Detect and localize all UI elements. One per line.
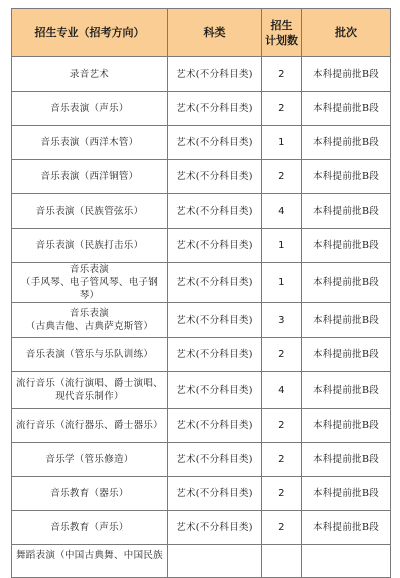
cell-count: 2 [262, 57, 302, 92]
major-line: 流行音乐（流行器乐、爵士器乐） [15, 420, 163, 431]
cell-category: 艺术(不分科目类) [168, 511, 262, 545]
cell-batch: 本科提前批B段 [302, 443, 391, 477]
table-row [12, 477, 391, 511]
cell-batch: 本科提前批B段 [302, 126, 391, 160]
major-line: 流行音乐（流行演唱、爵士演唱、 [15, 378, 163, 389]
cell-major [12, 160, 168, 194]
table-row [12, 194, 391, 229]
major-line: 音乐教育（声乐） [50, 522, 129, 533]
cell-count: 1 [262, 263, 302, 303]
cell-category: 艺术(不分科目类) [168, 263, 262, 303]
table-row [12, 545, 391, 578]
cell-batch: 本科提前批B段 [302, 511, 391, 545]
major-line: 录音艺术 [69, 68, 110, 80]
cell-count: 4 [262, 372, 302, 409]
cell-count: 1 [262, 126, 302, 160]
major-line: 音乐表演（西洋木管） [40, 137, 139, 148]
major-line: 音乐表演（民族打击乐） [35, 240, 144, 251]
cell-major [12, 194, 168, 229]
cell-batch: 本科提前批B段 [302, 477, 391, 511]
cell-batch: 本科提前批B段 [302, 160, 391, 194]
table-row [12, 126, 391, 160]
cell-batch: 本科提前批B段 [302, 372, 391, 409]
cell-major [12, 443, 168, 477]
cell-batch: 本科提前批B段 [302, 92, 391, 126]
table-header-row [12, 9, 391, 57]
table-row [12, 338, 391, 372]
table-row [12, 372, 391, 409]
major-line: 现代音乐制作） [55, 391, 124, 402]
table-row [12, 229, 391, 263]
cell-major [12, 92, 168, 126]
cell-count: 2 [262, 477, 302, 511]
major-line: 音乐表演（管乐与乐队训练） [25, 349, 154, 360]
cell-batch: 本科提前批B段 [302, 57, 391, 92]
cell-batch: 本科提前批B段 [302, 409, 391, 443]
cell-major [12, 263, 168, 303]
cell-category: 艺术(不分科目类) [168, 303, 262, 338]
cell-count: 2 [262, 511, 302, 545]
cell-category: 艺术(不分科目类) [168, 372, 262, 409]
cell-major [12, 229, 168, 263]
cell-category: 艺术(不分科目类) [168, 57, 262, 92]
cell-category: 艺术(不分科目类) [168, 160, 262, 194]
cell-major [12, 372, 168, 409]
header-count-line: 招生 [270, 18, 293, 32]
cell-major [12, 303, 168, 338]
cell-major [12, 511, 168, 545]
table-row [12, 303, 391, 338]
cell-major [12, 409, 168, 443]
major-line: 音乐表演 [69, 308, 110, 319]
major-line: 音乐教育（器乐） [50, 488, 129, 499]
cell-count: 2 [262, 338, 302, 372]
cell-batch: 本科提前批B段 [302, 229, 391, 263]
cell-category: 艺术(不分科目类) [168, 443, 262, 477]
table-row [12, 160, 391, 194]
table-row [12, 57, 391, 92]
cell-count: 3 [262, 303, 302, 338]
cell-category: 艺术(不分科目类) [168, 126, 262, 160]
cell-major [12, 57, 168, 92]
cell-major [12, 545, 168, 578]
cell-major [12, 126, 168, 160]
header-count [262, 9, 302, 57]
cell-count: 2 [262, 443, 302, 477]
table-row [12, 511, 391, 545]
cell-category: 艺术(不分科目类) [168, 338, 262, 372]
cell-batch [302, 545, 391, 578]
major-line: 舞蹈表演（中国古典舞、中国民族 [15, 550, 163, 561]
cell-category: 艺术(不分科目类) [168, 477, 262, 511]
cell-category: 艺术(不分科目类) [168, 194, 262, 229]
cell-batch: 本科提前批B段 [302, 263, 391, 303]
major-line: （古典吉他、古典萨克斯管） [25, 321, 154, 332]
cell-count [262, 545, 302, 578]
table-row [12, 263, 391, 303]
header-batch: 批次 [302, 9, 391, 57]
major-line: 音乐表演（声乐） [50, 103, 129, 114]
header-category: 科类 [168, 9, 262, 57]
cell-category [168, 545, 262, 578]
table-row [12, 409, 391, 443]
cell-major [12, 477, 168, 511]
cell-count: 2 [262, 92, 302, 126]
cell-batch: 本科提前批B段 [302, 303, 391, 338]
major-line: 音乐表演（西洋铜管） [40, 171, 139, 182]
table-body [12, 57, 391, 578]
header-major: 招生专业（招考方向） [12, 9, 168, 57]
enrollment-plan-table [11, 8, 391, 578]
cell-category: 艺术(不分科目类) [168, 229, 262, 263]
major-line: 音乐表演（民族管弦乐） [35, 205, 144, 217]
cell-count: 1 [262, 229, 302, 263]
cell-count: 2 [262, 409, 302, 443]
table-row [12, 92, 391, 126]
cell-category: 艺术(不分科目类) [168, 409, 262, 443]
cell-count: 4 [262, 194, 302, 229]
major-line: （手风琴、电子管风琴、电子钢琴） [20, 277, 159, 301]
header-count-line: 计划数 [265, 33, 298, 47]
table-row [12, 443, 391, 477]
cell-major [12, 338, 168, 372]
major-line: 音乐学（管乐修造） [45, 454, 134, 465]
cell-category: 艺术(不分科目类) [168, 92, 262, 126]
cell-batch: 本科提前批B段 [302, 338, 391, 372]
major-line: 音乐表演 [69, 264, 110, 275]
cell-count: 2 [262, 160, 302, 194]
cell-batch: 本科提前批B段 [302, 194, 391, 229]
